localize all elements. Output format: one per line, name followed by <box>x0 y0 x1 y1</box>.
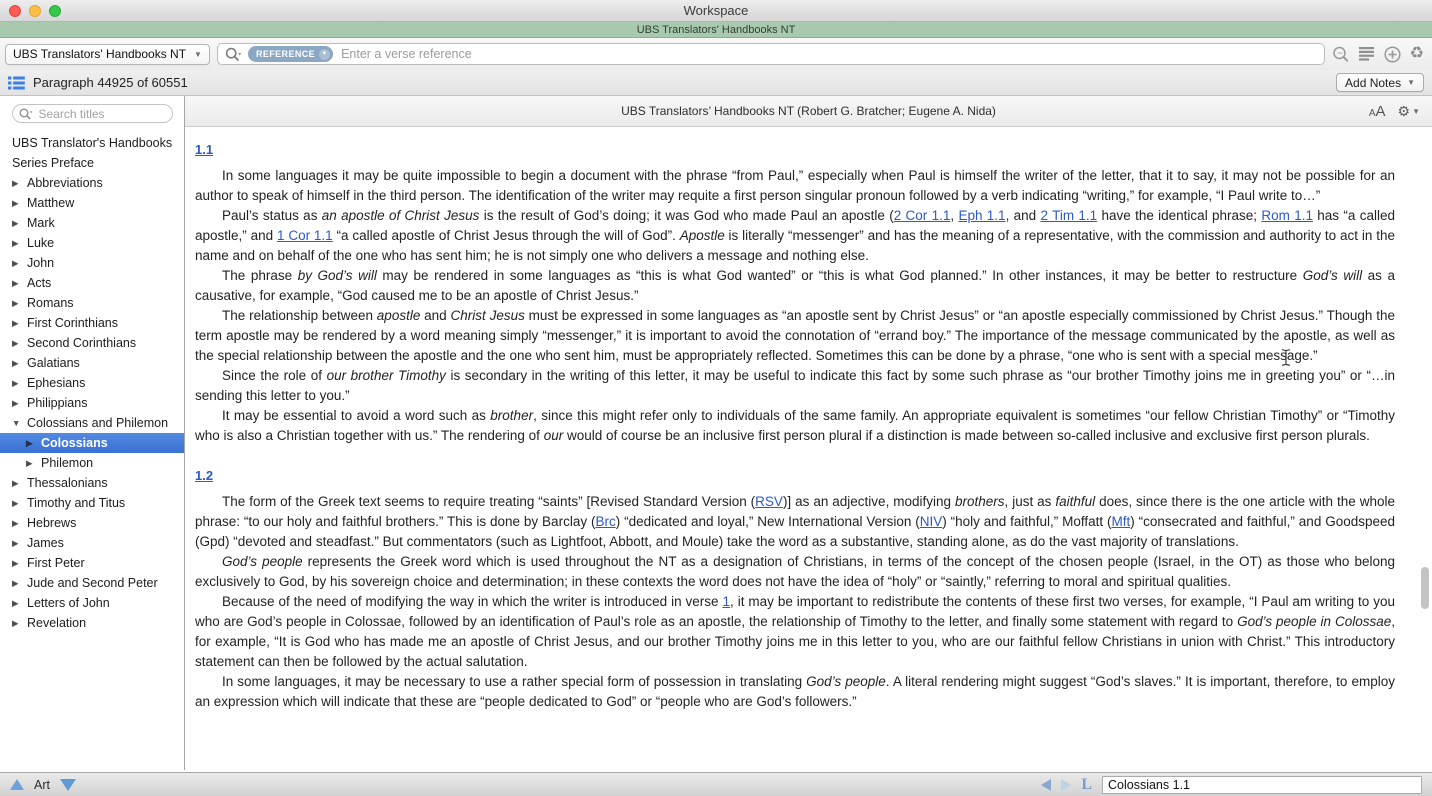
sidebar-item-label: UBS Translator's Handbooks <box>12 136 173 150</box>
close-window-button[interactable] <box>9 5 21 17</box>
context-bar <box>0 70 1432 96</box>
module-selector-label: UBS Translators' Handbooks NT <box>13 47 187 61</box>
pane-controls <box>1369 96 1420 127</box>
forward-arrow-icon[interactable] <box>1061 779 1071 791</box>
disclosure-closed-icon[interactable]: ▶ <box>12 357 19 368</box>
search-scope-label: REFERENCE <box>255 49 316 59</box>
amplify-recycle-icon[interactable]: ♻ <box>1409 45 1424 62</box>
sidebar-item-ephesians[interactable] <box>0 373 184 393</box>
sidebar-item-letters-of-john[interactable] <box>0 593 184 613</box>
disclosure-closed-icon[interactable]: ▶ <box>12 337 19 348</box>
handbook-paragraph: Since the role of our brother Timothy is secondary in the writing of this letter, it may be useful to indicate this fact by some such phrase as “our brother Timothy joins me in greeting you” or “…in sending this letter to you.” <box>195 368 1395 403</box>
zoom-window-button[interactable] <box>49 5 61 17</box>
scripture-link[interactable]: 1 <box>722 594 731 609</box>
italic-term: brothers <box>954 494 1005 509</box>
sidebar-item-abbreviations[interactable] <box>0 173 184 193</box>
sidebar-item-thessalonians[interactable] <box>0 473 184 493</box>
vertical-scrollbar-thumb[interactable] <box>1421 567 1429 609</box>
list-view-icon[interactable] <box>8 76 25 90</box>
italic-term: God’s people <box>806 674 886 689</box>
table-of-contents-list <box>0 133 184 633</box>
document-title: UBS Translators’ Handbooks NT (Robert G. Bratcher; Eugene A. Nida) <box>621 104 996 118</box>
sidebar-item-first-corinthians[interactable] <box>0 313 184 333</box>
italic-term: apostle <box>376 308 421 323</box>
sidebar-item-label: Jude and Second Peter <box>27 576 158 590</box>
disclosure-closed-icon[interactable]: ▶ <box>12 477 19 488</box>
back-arrow-icon[interactable] <box>1041 779 1051 791</box>
handbook-paragraph: It may be essential to avoid a word such as brother, since this might refer only to individuals of the same family. An appropriate equivalent is sometimes “our fellow Christian Timothy” or “Timothy who is also a Christian together with us.” The rendering of our would of course be an inclusive first person plural if a distinction is made between so-called inclusive and exclusive first person plurals. <box>195 408 1396 443</box>
sidebar-item-label: First Peter <box>27 556 85 570</box>
article-nav-label: Art <box>34 777 50 792</box>
italic-term: our brother Timothy <box>326 368 446 383</box>
window-titlebar <box>0 0 1432 22</box>
toolbar-icon-group <box>1332 46 1424 63</box>
handbook-paragraph: In some languages it may be quite impossible to begin a document with the phrase “from Paul,” especially when Paul is himself the writer of the letter, that it to say, it may not be possible for an author to speak of himself in the third person. The identification of the writer may requite a first person singular pronoun followed by a verb indicating “writing,” for example, “I Paul write to…” <box>195 168 1395 203</box>
sidebar-item-label: Luke <box>27 236 55 250</box>
sidebar-item-second-corinthians[interactable] <box>0 333 184 353</box>
sidebar-item-revelation[interactable] <box>0 613 184 633</box>
scripture-link[interactable]: 2 Tim 1.1 <box>1040 208 1098 223</box>
text-browser-icon[interactable] <box>1359 47 1375 61</box>
sidebar-item-label: Revelation <box>27 616 87 630</box>
sidebar-item-philemon[interactable] <box>0 453 184 473</box>
disclosure-closed-icon[interactable]: ▶ <box>12 597 19 608</box>
sidebar-item-label: Letters of John <box>27 596 110 610</box>
italic-term: Christ Jesus <box>450 308 525 323</box>
chevron-down-icon: ▼ <box>194 49 202 59</box>
sidebar-item-label: Thessalonians <box>27 476 108 490</box>
handbook-section-1-1 <box>195 140 1395 446</box>
italic-term: Apostle <box>679 228 725 243</box>
workspace-tab-bar[interactable] <box>0 22 1432 38</box>
italic-term: an apostle of Christ Jesus <box>321 208 480 223</box>
sidebar-item-label: James <box>27 536 64 550</box>
traffic-lights <box>9 5 61 17</box>
sidebar-item-john[interactable] <box>0 253 184 273</box>
italic-term: by God’s will <box>297 268 377 283</box>
sidebar-item-label: John <box>27 256 55 270</box>
add-notes-label: Add Notes <box>1345 75 1402 90</box>
handbook-paragraph: The form of the Greek text seems to require treating “saints” [Revised Standard Version (RSV)] as an adjective, modifying brothers, just as faithful does, since there is the one article with the whole phrase: “to our holy and faithful brothers.” This is done by Barclay (Brc) “dedicated and loyal,” New International Version (NIV) “holy and faithful,” Moffatt (Mft) “consecrated and faithful,” and Goodspeed (Gpd) “devoted and steadfast.” But commentators (such as Lightfoot, Abbott, and Moule) take the word as a substantive, standing alone, as do the vast majority of translations. <box>195 494 1396 549</box>
document-header <box>185 96 1432 127</box>
sidebar-item-colossians[interactable] <box>0 433 184 453</box>
scripture-link[interactable]: 2 Cor 1.1 <box>893 208 951 223</box>
previous-article-button[interactable] <box>10 779 24 790</box>
sidebar-item-hebrews[interactable] <box>0 513 184 533</box>
gear-icon[interactable]: ⚙ ▼ <box>1397 103 1420 119</box>
sidebar-search-input[interactable] <box>37 106 147 122</box>
sidebar-item-philippians[interactable] <box>0 393 184 413</box>
chevron-down-icon: ▼ <box>1407 78 1415 87</box>
disclosure-closed-icon[interactable]: ▶ <box>12 197 19 208</box>
module-selector-dropdown[interactable] <box>5 44 210 65</box>
italic-term: brother <box>490 408 534 423</box>
disclosure-closed-icon[interactable]: ▶ <box>12 537 19 548</box>
disclosure-open-icon[interactable]: ▼ <box>12 418 21 428</box>
scripture-link[interactable]: NIV <box>919 514 943 529</box>
document-text-area[interactable] <box>185 127 1432 770</box>
disclosure-closed-icon[interactable]: ▶ <box>12 317 19 328</box>
main-toolbar <box>0 38 1432 70</box>
svg-text:~: ~ <box>1335 48 1344 59</box>
disclosure-closed-icon[interactable]: ▶ <box>12 277 19 288</box>
sidebar-item-label: Second Corinthians <box>27 336 137 350</box>
sidebar-item-james[interactable] <box>0 533 184 553</box>
bottom-status-bar <box>0 772 1432 796</box>
sidebar-item-colossians-and-philemon[interactable] <box>0 413 184 433</box>
disclosure-closed-icon[interactable]: ▶ <box>12 577 19 588</box>
italic-term: faithful <box>1055 494 1096 509</box>
disclosure-closed-icon[interactable]: ▶ <box>12 217 19 228</box>
disclosure-closed-icon[interactable]: ▶ <box>12 617 19 628</box>
scripture-link[interactable]: Brc <box>595 514 616 529</box>
sidebar-item-label: Abbreviations <box>27 176 103 190</box>
italic-term: our <box>543 428 564 443</box>
handbook-paragraph: The relationship between apostle and Christ Jesus must be expressed in some languages as “an apostle sent by Christ Jesus” or “an apostle especially commissioned by Christ Jesus.” Though the term apostle may be rendered by a word meaning simply “messenger,” it is important to avoid the connotation of “errand boy.” The importance of the message communicated by the apostle, as well as the special relationship between the apostle and the one who sent him, must be appropriately reflected. Sometimes this can be done by a phrase, “one who is sent with a special message.” <box>195 308 1395 363</box>
next-article-button[interactable] <box>60 779 76 791</box>
sidebar-search-field[interactable] <box>12 104 173 123</box>
sidebar-item-label: Philippians <box>27 396 88 410</box>
italic-term: God’s people <box>222 554 303 569</box>
handbook-section-1-2 <box>195 466 1395 712</box>
sidebar-item-label: Hebrews <box>27 516 77 530</box>
disclosure-closed-icon[interactable]: ▶ <box>12 377 19 388</box>
sidebar-item-label: Colossians and Philemon <box>27 416 169 430</box>
italic-term: God’s will <box>1302 268 1363 283</box>
search-icon <box>19 108 33 120</box>
scripture-link[interactable]: Eph 1.1 <box>958 208 1006 223</box>
sidebar-item-label: Acts <box>27 276 52 290</box>
sidebar-item-matthew[interactable] <box>0 193 184 213</box>
disclosure-closed-icon[interactable]: ▶ <box>12 517 19 528</box>
disclosure-closed-icon[interactable]: ▶ <box>26 457 33 468</box>
sidebar-item-acts[interactable] <box>0 273 184 293</box>
scripture-link[interactable]: RSV <box>755 494 783 509</box>
location-mark-icon[interactable]: L <box>1081 775 1092 793</box>
add-parallel-icon[interactable] <box>1384 46 1401 63</box>
sidebar-item-ubs-translator-s-handbooks[interactable] <box>0 133 184 153</box>
scripture-link[interactable]: Rom 1.1 <box>1261 208 1313 223</box>
current-reference-input[interactable] <box>1102 776 1422 794</box>
sidebar-item-jude-and-second-peter[interactable] <box>0 573 184 593</box>
handbook-paragraph: In some languages, it may be necessary to use a rather special form of possession in translating God’s people. A literal rendering might suggest “God’s slaves.” It is important, therefore, to employ an expression which will indicate that these are “people dedicated to God” or “people who are God’s followers.” <box>195 674 1395 709</box>
section-heading-link[interactable]: 1.1 <box>195 142 214 157</box>
table-of-contents-sidebar <box>0 96 185 770</box>
sidebar-item-series-preface[interactable] <box>0 153 184 173</box>
sidebar-item-label: Ephesians <box>27 376 86 390</box>
italic-term: God’s people in Colossae <box>1237 614 1392 629</box>
search-icon <box>225 47 242 62</box>
sidebar-item-timothy-and-titus[interactable] <box>0 493 184 513</box>
search-scope-pill[interactable] <box>248 46 333 62</box>
reading-pane <box>185 96 1432 770</box>
minimize-window-button[interactable] <box>29 5 41 17</box>
sidebar-item-romans[interactable] <box>0 293 184 313</box>
sidebar-item-label: Philemon <box>41 456 94 470</box>
handbook-paragraph: The phrase by God’s will may be rendered in some languages as “this is what God wanted” or “this is what God planned.” In other instances, it may be better to restructure God’s will as a causative, for example, “God caused me to be an apostle of Christ Jesus.” <box>195 268 1395 303</box>
disclosure-closed-icon[interactable]: ▶ <box>26 437 33 448</box>
scripture-link[interactable]: Mft <box>1111 514 1131 529</box>
disclosure-closed-icon[interactable]: ▶ <box>12 557 19 568</box>
sidebar-item-label: Colossians <box>41 436 108 450</box>
handbook-paragraph: Paul’s status as an apostle of Christ Jesus is the result of God’s doing; it was God who made Paul an apostle (2 Cor 1.1, Eph 1.1, and 2 Tim 1.1 have the identical phrase; Rom 1.1 has “a called apostle,” and 1 Cor 1.1 “a called apostle of Christ Jesus through the will of God”. Apostle is literally “messenger” and has the meaning of a representative, with the commission and authority to act in the name and on behalf of the one who has sent him; he is not simply one who delivers a message and nothing else. <box>195 208 1395 263</box>
handbook-paragraph: God’s people represents the Greek word which is used throughout the NT as a designation of Christians, in terms of the concept of the chosen people (Israel, in the OT) as those who belong exclusively to God, by his sovereign choice and determination; in these contexts the word does not have the idea of “holy” or “saintly,” referring to moral and spiritual qualities. <box>195 554 1395 589</box>
disclosure-closed-icon[interactable]: ▶ <box>12 237 19 248</box>
disclosure-closed-icon[interactable]: ▶ <box>12 397 19 408</box>
sidebar-item-label: First Corinthians <box>27 316 118 330</box>
sidebar-item-mark[interactable] <box>0 213 184 233</box>
disclosure-closed-icon[interactable]: ▶ <box>12 257 19 268</box>
disclosure-closed-icon[interactable]: ▶ <box>12 497 19 508</box>
font-size-icon[interactable]: AA <box>1368 102 1386 120</box>
sidebar-item-label: Galatians <box>27 356 80 370</box>
disclosure-closed-icon[interactable]: ▶ <box>12 177 19 188</box>
scripture-link[interactable]: 1 Cor 1.1 <box>276 228 333 243</box>
sidebar-item-label: Timothy and Titus <box>27 496 126 510</box>
sidebar-item-label: Mark <box>27 216 55 230</box>
disclosure-closed-icon[interactable]: ▶ <box>12 297 19 308</box>
paragraph-position-text: Paragraph 44925 of 60551 <box>33 75 188 90</box>
sidebar-item-luke[interactable] <box>0 233 184 253</box>
active-tab-label: UBS Translators' Handbooks NT <box>636 23 796 36</box>
window-body <box>0 96 1432 770</box>
reference-navigation <box>1041 776 1422 794</box>
verse-search-field[interactable] <box>217 43 1325 65</box>
add-notes-button[interactable] <box>1336 73 1424 92</box>
sidebar-item-label: Matthew <box>27 196 75 210</box>
chevron-down-icon: ▼ <box>319 49 330 60</box>
sidebar-item-first-peter[interactable] <box>0 553 184 573</box>
sidebar-item-galatians[interactable] <box>0 353 184 373</box>
verse-reference-input[interactable] <box>339 46 1317 62</box>
section-heading-link[interactable]: 1.2 <box>195 468 214 483</box>
handbook-paragraph: Because of the need of modifying the way in which the writer is introduced in verse 1, it may be important to redistribute the contents of these first two verses, for example, “I Paul am writing to you who are God’s people in Colossae, followed by an identification of Paul’s role as an apostle, the relationship of Timothy to the letter, and finally some statement with regard to God’s people in Colossae, for example, “It is God who has made me an apostle of Christ Jesus, and our brother Timothy joins me in this letter to you, who are our faithful fellow Christians in union with Christ.” This introductory statement can then be followed by the actual salutation. <box>195 594 1395 669</box>
sidebar-item-label: Series Preface <box>12 156 94 170</box>
sidebar-item-label: Romans <box>27 296 74 310</box>
search-details-icon[interactable] <box>1332 46 1350 63</box>
window-title: Workspace <box>683 3 749 18</box>
